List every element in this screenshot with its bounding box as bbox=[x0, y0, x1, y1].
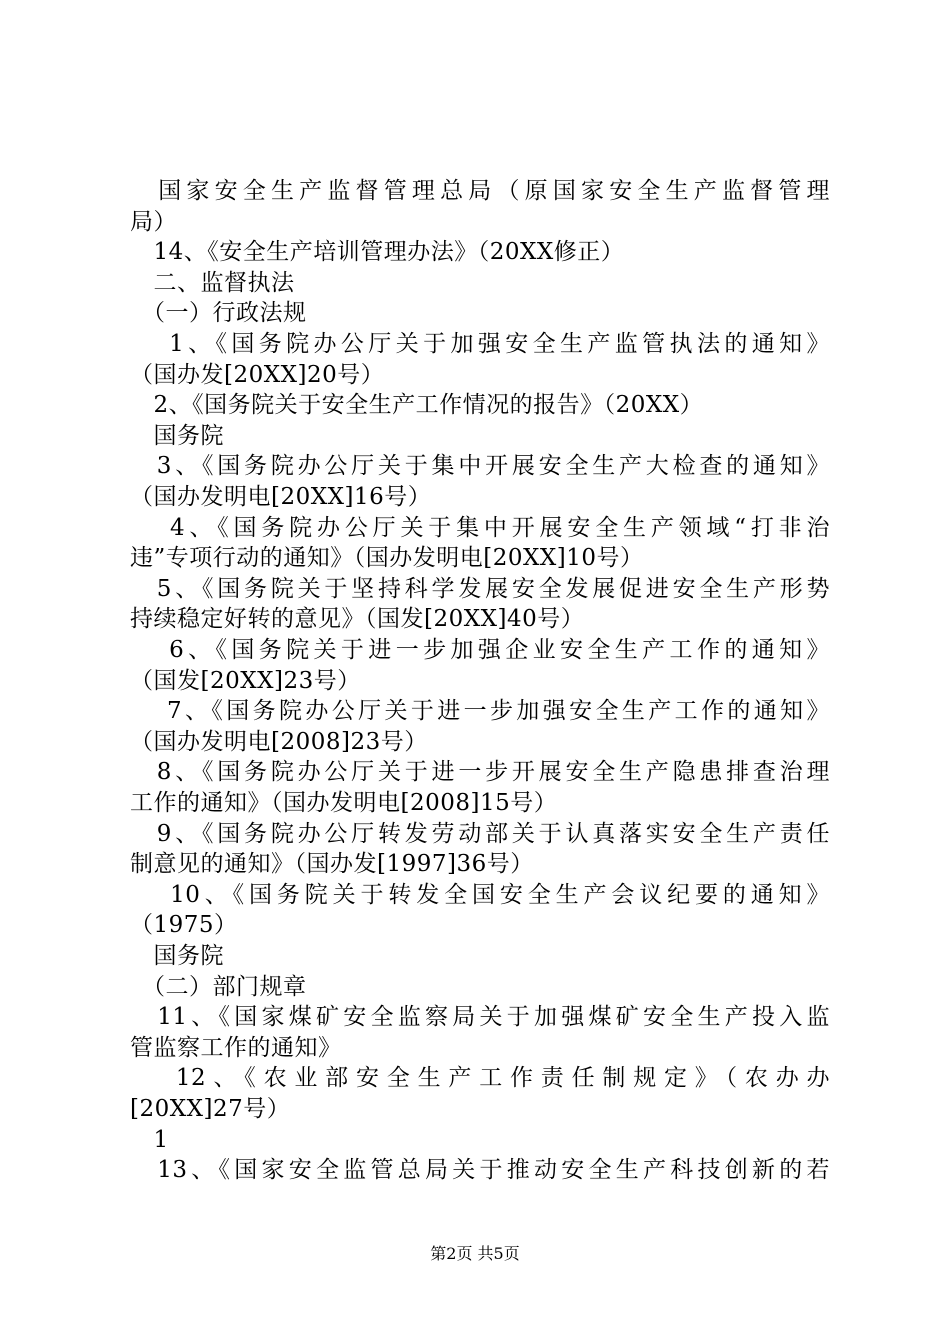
text-line: 国务院 bbox=[130, 422, 224, 449]
text-line: 国务院 bbox=[130, 943, 224, 969]
text-line: 2、《国务院关于安全生产工作情况的报告》（20XX） bbox=[130, 392, 704, 419]
text-line: 违”专项行动的通知》（国办发明电[20XX]10号） bbox=[130, 545, 644, 572]
text-line: 工作的通知》（国办发明电[2008]15号） bbox=[130, 790, 558, 816]
text-line: （二）部门规章 bbox=[130, 973, 307, 1000]
text-line: （一）行政法规 bbox=[130, 300, 307, 327]
text-line: 12、《农业部安全生产工作责任制规定》（农办办 bbox=[130, 1065, 830, 1092]
text-line: 局） bbox=[130, 208, 177, 235]
text-line: 国家安全生产监督管理总局（原国家安全生产监督管理 bbox=[130, 178, 830, 204]
text-line: 11、《国家煤矿安全监察局关于加强煤矿安全生产投入监 bbox=[130, 1004, 830, 1031]
text-line: 8、《国务院办公厅关于进一步开展安全生产隐患排查治理 bbox=[130, 759, 830, 786]
text-line: 13、《国家安全监管总局关于推动安全生产科技创新的若 bbox=[130, 1157, 830, 1184]
text-line: 制意见的通知》（国办发[1997]36号） bbox=[130, 851, 534, 878]
text-line: 5、《国务院关于坚持科学发展安全发展促进安全生产形势 bbox=[130, 575, 830, 602]
text-line: 管监察工作的通知》 bbox=[130, 1034, 342, 1061]
text-line: 1、《国务院办公厅关于加强安全生产监管执法的通知》 bbox=[130, 331, 830, 357]
text-line: 7、《国务院办公厅关于进一步加强安全生产工作的通知》 bbox=[130, 698, 830, 725]
text-line: [20XX]27号） bbox=[130, 1096, 291, 1122]
text-line: 6、《国务院关于进一步加强企业安全生产工作的通知》 bbox=[130, 637, 830, 663]
text-line: 4、《国务院办公厅关于集中开展安全生产领域“打非治 bbox=[130, 514, 830, 541]
text-line: （国办发[20XX]20号） bbox=[130, 361, 385, 388]
text-line: （国发[20XX]23号） bbox=[130, 667, 361, 694]
text-line: 14、《安全生产培训管理办法》（20XX修正） bbox=[130, 239, 625, 266]
text-line: 持续稳定好转的意见》（国发[20XX]40号） bbox=[130, 606, 585, 633]
text-line: 1 bbox=[130, 1126, 169, 1153]
text-line: 二、监督执法 bbox=[130, 269, 295, 296]
text-line: （国办发明电[2008]23号） bbox=[130, 728, 428, 755]
text-line: （国办发明电[20XX]16号） bbox=[130, 484, 432, 510]
text-line: 9、《国务院办公厅转发劳动部关于认真落实安全生产责任 bbox=[130, 820, 830, 847]
page-footer: 第2页 共5页 bbox=[430, 1244, 520, 1263]
text-line: 3、《国务院办公厅关于集中开展安全生产大检查的通知》 bbox=[130, 453, 830, 480]
text-line: （1975） bbox=[130, 912, 238, 939]
text-line: 10、《国务院关于转发全国安全生产会议纪要的通知》 bbox=[130, 881, 830, 908]
